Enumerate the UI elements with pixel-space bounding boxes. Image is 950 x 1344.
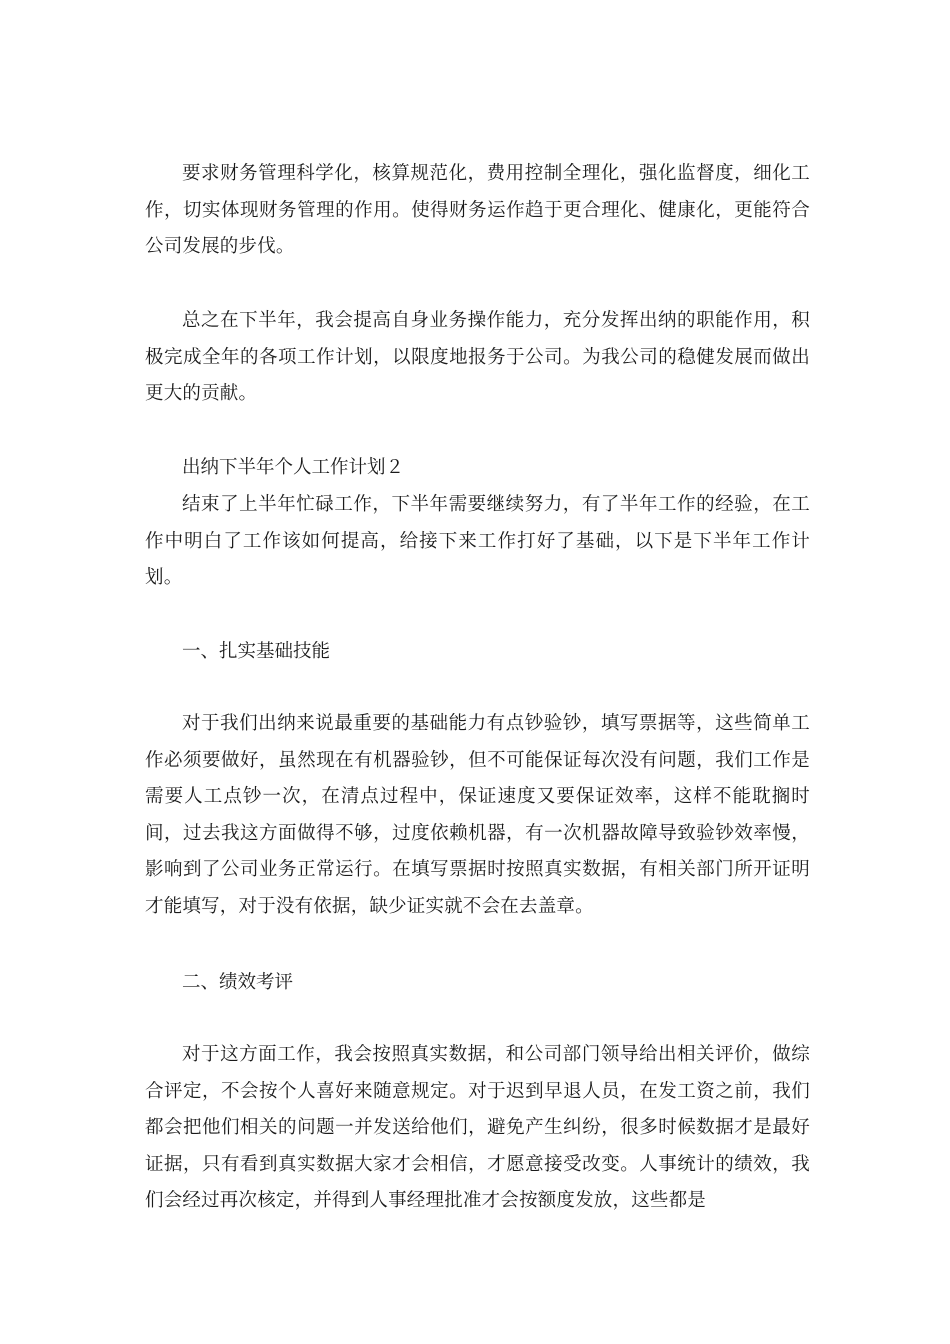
section-title: 出纳下半年个人工作计划２ xyxy=(182,457,405,478)
heading-basic-skills: 一、扎实基础技能 xyxy=(182,641,331,662)
paragraph-basic-skills: 对于我们出纳来说最重要的基础能力有点钞验钞，填写票据等，这些简单工作必须要做好，虽然现在有机器验钞，但不可能保证每次没有问题，我们工作是需要人工点钞一次，在清点过程中，保证速度又要保证效率，这样不能耽搁时间，过去我这方面做得不够，过度依赖机器，有一次机器故障导致验钞效率慢，影响到了公司业务正常运行。在填写票据时按照真实数据，有相关部门所开证明才能填写，对于没有依据，缺少证实就不会在去盖章。 xyxy=(145,713,810,917)
paragraph-intro: 结束了上半年忙碌工作，下半年需要继续努力，有了半年工作的经验，在工作中明白了工作该如何提高，给接下来工作打好了基础，以下是下半年工作计划。 xyxy=(145,494,810,588)
paragraph-performance-review: 对于这方面工作，我会按照真实数据，和公司部门领导给出相关评价，做综合评定，不会按个人喜好来随意规定。对于迟到早退人员，在发工资之前，我们都会把他们相关的问题一并发送给他们，避免产生纠纷，很多时候数据才是最好证据，只有看到真实数据大家才会相信，才愿意接受改变。人事统计的绩效，我们会经过再次核定，并得到人事经理批准才会按额度发放，这些都是 xyxy=(145,1044,810,1211)
paragraph-summary: 总之在下半年，我会提高自身业务操作能力，充分发挥出纳的职能作用，积极完成全年的各项工作计划，以限度地报务于公司。为我公司的稳健发展而做出更大的贡献。 xyxy=(145,310,810,404)
heading-performance-review: 二、绩效考评 xyxy=(182,972,294,993)
paragraph-finance-management: 要求财务管理科学化，核算规范化，费用控制全理化，强化监督度，细化工作，切实体现财务管理的作用。使得财务运作趋于更合理化、健康化，更能符合公司发展的步伐。 xyxy=(145,163,810,257)
